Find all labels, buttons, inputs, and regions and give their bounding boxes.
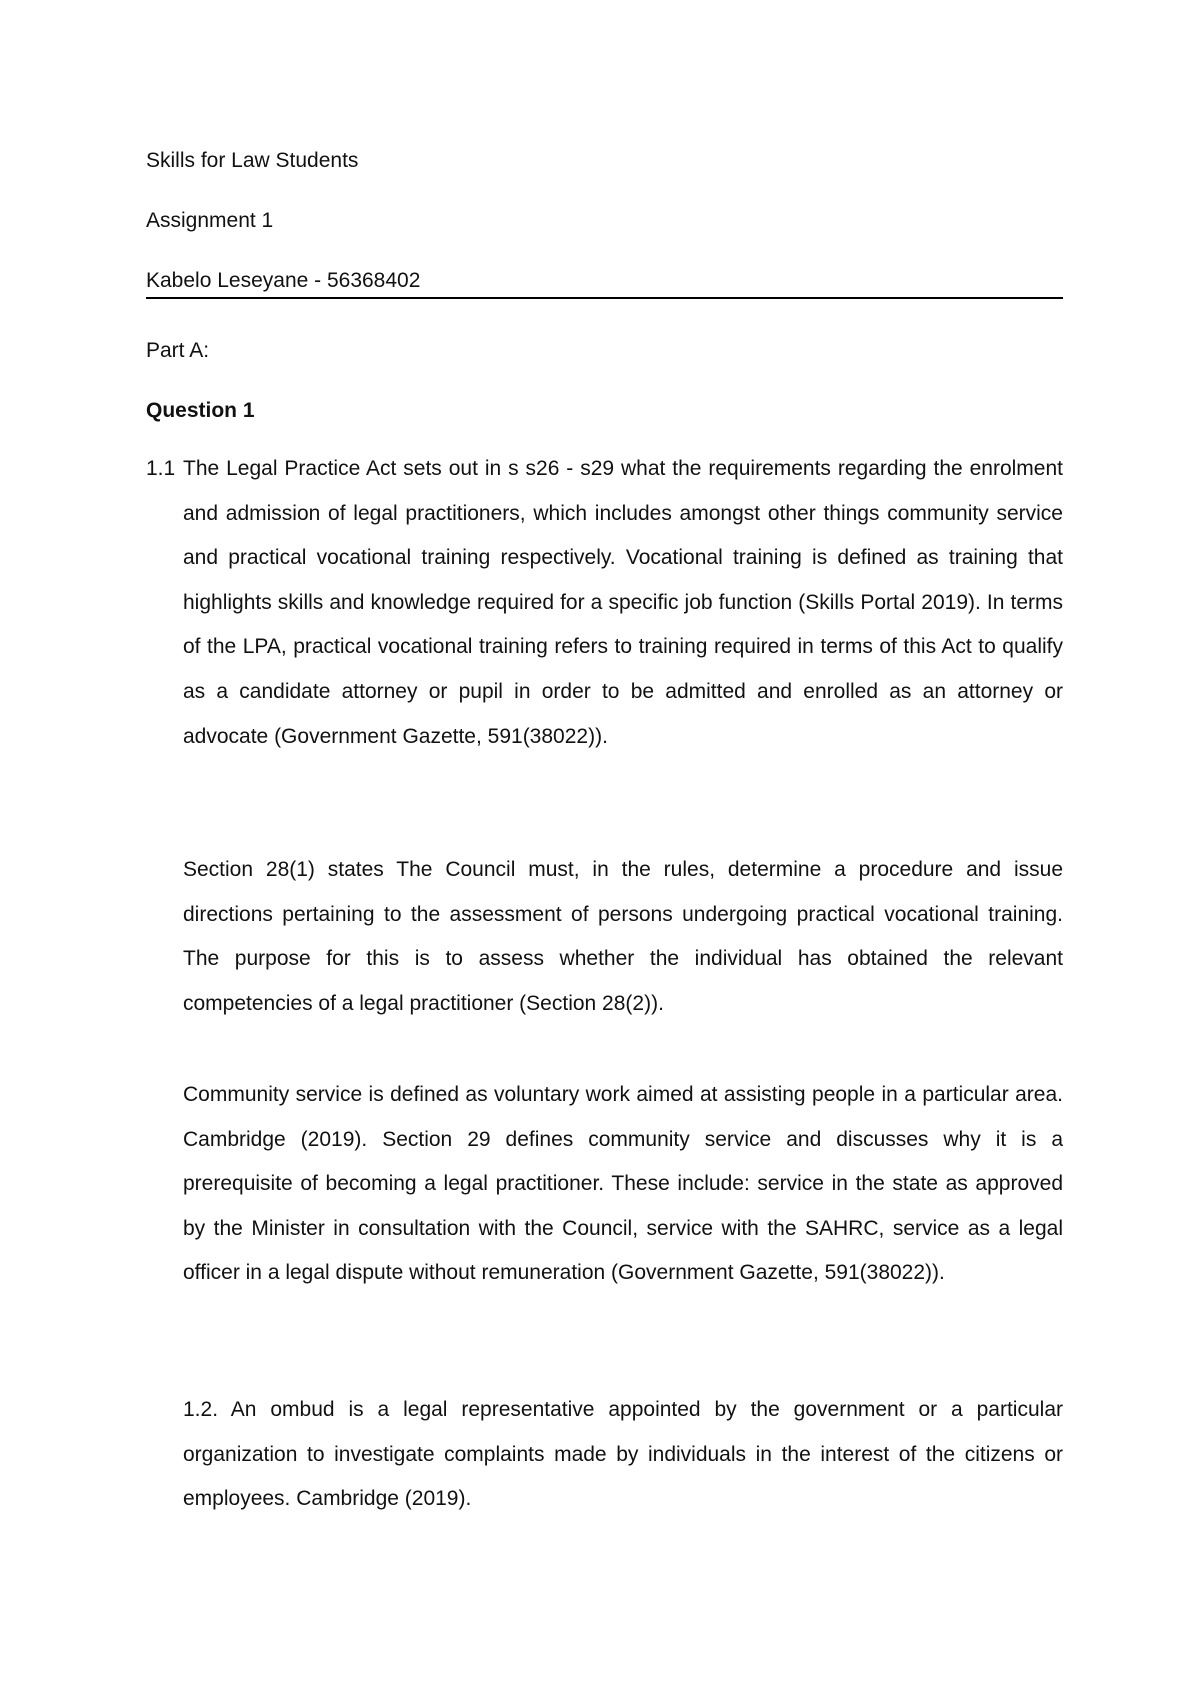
student-name-and-number: Kabelo Leseyane - 56368402 [146, 269, 421, 292]
question-1-1-paragraph: The Legal Practice Act sets out in s s26 - s29 what the requirements regarding the enrolment and admission of legal practitioners, which includes amongst other things community service and practical vocational training respectively. Vocational training is defined as training that highlights skills and knowledge required for a specific job function (Skills Portal 2019). In terms of the LPA, practical vocational training refers to training required in terms of this Act to qualify as a candidate attorney or pupil in order to be admitted and enrolled as an attorney or advocate (Government Gazette, 591(38022)). [183, 457, 1063, 748]
header-underline [146, 297, 1063, 299]
assignment-title: Assignment 1 [146, 209, 274, 232]
community-service-paragraph: Community service is defined as voluntary work aimed at assisting people in a particular area. Cambridge (2019). Section 29 defines community service and discusses why it is a prerequisite of becoming a legal practitioner. These include: service in the state as approved by the Minister in consultation with the Council, service with the SAHRC, service as a legal officer in a legal dispute without remuneration (Government Gazette, 591(38022)). [183, 1083, 1063, 1285]
section-28-paragraph: Section 28(1) states The Council must, in the rules, determine a procedure and issue directions pertaining to the assessment of persons undergoing practical vocational training. The purpose for this is to assess whether the individual has obtained the relevant competencies of a legal practitioner (Section 28(2)). [183, 858, 1063, 1015]
question-heading: Question 1 [146, 399, 255, 422]
question-1-2-paragraph: 1.2. An ombud is a legal representative appointed by the government or a particular organization to investigate complaints made by individuals in the interest of the citizens or employees. Cambridge (2019). [183, 1398, 1063, 1511]
course-title: Skills for Law Students [146, 149, 359, 172]
question-1-1-number: 1.1 [146, 457, 176, 480]
part-heading: Part A: [146, 339, 210, 362]
